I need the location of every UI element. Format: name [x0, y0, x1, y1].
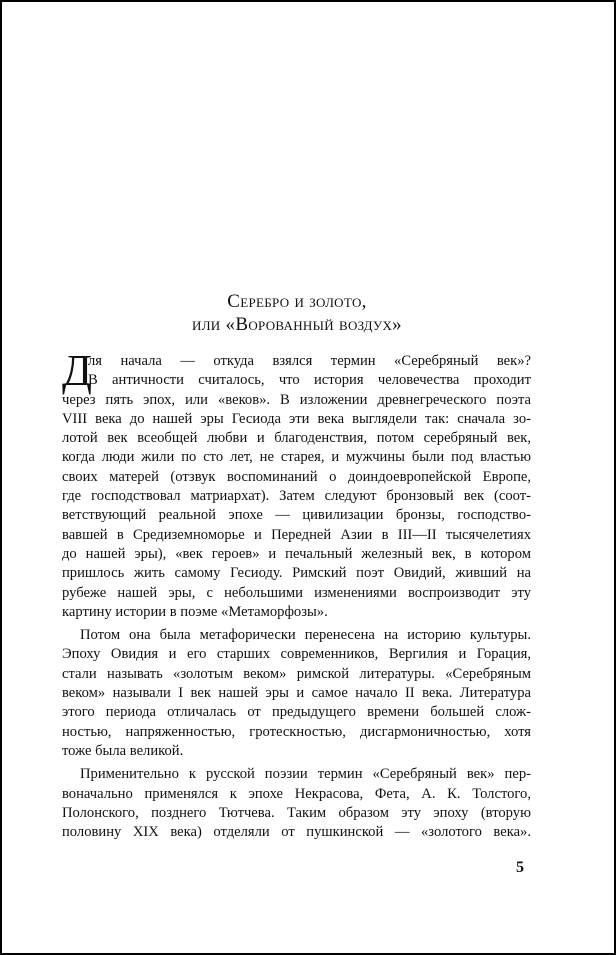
text-line: лотой век всеобщей любви и благоденствия, потом серебряный век, [62, 430, 531, 447]
text-line: вавшей в Средиземноморье и Передней Азии в III—II тысячелетиях [62, 526, 531, 543]
chapter-title-line-2: или «Ворованный воздух» [192, 314, 402, 335]
text-line: ветствующий реальной эпохе — цивилизации бронзы, господство- [62, 507, 531, 524]
text-line: до нашей эры), «век героев» и печальный железный век, в котором [62, 545, 531, 562]
text-line: Полонского, позднего Тютчева. Таким образом эту эпоху (вторую [62, 804, 531, 821]
paragraph-1 [62, 346, 531, 622]
page-number: 5 [516, 859, 524, 876]
text-line: где господствовал матриархат). Затем следуют бронзовый век (соот- [62, 488, 531, 505]
text-line: стали называть «золотым веком» римской литературы. «Серебряным [62, 665, 531, 682]
text-line: тоже была великой. [62, 742, 184, 759]
chapter-body [62, 346, 531, 846]
text-line: пришлось жить самому Гесиоду. Римский поэт Овидий, живший на [62, 565, 531, 582]
text-line: Применительно к русской поэзии термин «Серебряный век» пер- [80, 766, 531, 783]
text-line: веком» называли I век нашей эры и самое начало II века. Литература [62, 685, 531, 702]
text-line: через пять эпох, или «веков». В изложении древнегреческого поэта [62, 391, 531, 408]
text-line: рубеже нашей эры, с небольшими изменениями воспроизводит эту [62, 584, 531, 601]
chapter-title-line-1: Серебро и золото, [227, 291, 367, 312]
text-line: Потом она была метафорически перенесена на историю культуры. [80, 627, 531, 644]
text-line: ностью, напряженностью, гротескностью, дисгармоничностью, хотя [62, 723, 531, 740]
paragraph-2 [62, 626, 531, 761]
text-line: ля начала — откуда взялся термин «Серебряный век»? [88, 353, 531, 369]
text-line: когда люди жили по сто лет, не старея, и мужчины были под властью [62, 449, 531, 466]
text-line: своих матерей (отзвук воспоминаний о доиндоевропейской Европе, [62, 468, 531, 485]
chapter-title [62, 290, 532, 336]
text-line: этого периода отличалась от предыдущего времени большей слож- [62, 704, 531, 721]
text-line: VIII века до нашей эры Гесиода эти века выглядели так: сначала зо- [62, 410, 531, 427]
text-line: воначально применялся к эпохе Некрасова, Фета, А. К. Толстого, [62, 785, 531, 802]
text-line: Эпоху Овидия и его старших современников, Вергилия и Горация, [62, 646, 531, 663]
text-line: картину истории в поэме «Метаморфозы». [62, 603, 328, 620]
drop-cap: Д [62, 346, 93, 395]
text-line: В античности считалось, что история человечества проходит [88, 372, 531, 389]
paragraph-3 [62, 765, 531, 842]
text-line: половину XIX века) отделяли от пушкинской — «золотого века». [62, 824, 531, 841]
